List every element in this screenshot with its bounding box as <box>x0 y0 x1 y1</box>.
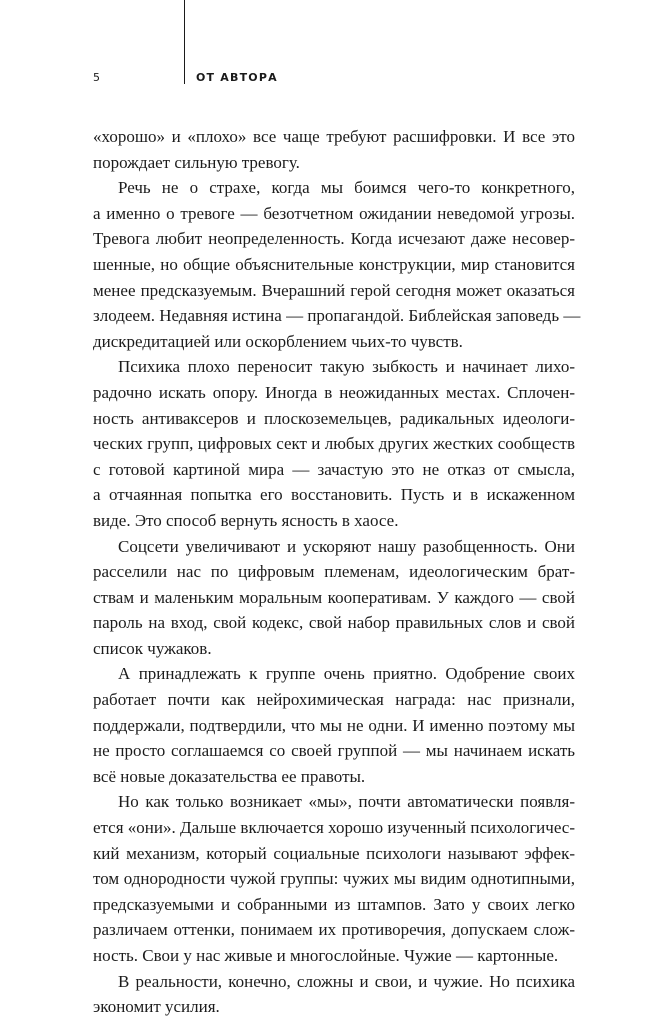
paragraph <box>93 969 575 1020</box>
paragraph <box>93 789 575 968</box>
text-line: злодеем. Недавняя истина — пропагандой. Библейская заповедь — <box>93 306 581 326</box>
text-line: список чужаков. <box>93 638 212 658</box>
text-line: поддержали, подтвердили, что мы не одни. И именно поэтому мы <box>93 715 575 735</box>
text-line: Соцсети увеличивают и ускоряют нашу разобщенность. Они <box>118 536 575 556</box>
page-number: 5 <box>93 71 101 84</box>
text-line: ствам и маленьким моральным кооперативам. У каждого — свой <box>93 587 575 607</box>
text-line: работает почти как нейрохимическая награда: нас признали, <box>93 690 575 710</box>
text-line: кий механизм, который социальные психологи называют эффек- <box>93 843 575 863</box>
text-line: различаем оттенки, понимаем их противоречия, допускаем слож- <box>93 920 575 940</box>
text-line: менее предсказуемым. Вчерашний герой сегодня может оказаться <box>93 280 575 300</box>
text-line: В реальности, конечно, сложны и свои, и чужие. Но психика <box>118 971 575 991</box>
paragraph <box>93 661 575 789</box>
text-line: ность антиваксеров и плоскоземельцев, радикальных идеологи- <box>93 408 575 428</box>
paragraph <box>93 124 575 175</box>
text-line: А принадлежать к группе очень приятно. Одобрение своих <box>118 664 575 684</box>
text-line: ность. Свои у нас живые и многослойные. Чужие — картонные. <box>93 946 559 965</box>
text-line: Тревога любит неопределенность. Когда исчезают даже несовер- <box>93 229 575 249</box>
text-line: том однородности чужой группы: чужих мы видим однотипными, <box>93 869 575 889</box>
text-line: ется «они». Дальше включается хорошо изученный психологичес- <box>93 818 575 838</box>
text-line: экономит усилия. <box>93 997 220 1017</box>
text-line: Речь не о страхе, когда мы боимся чего-то конкретного, <box>118 178 575 198</box>
text-line: предсказуемыми и собранными из штампов. Зато у своих легко <box>93 894 575 914</box>
text-line: а отчаянная попытка его восстановить. Пусть и в искаженном <box>93 485 575 505</box>
text-line: не просто соглашаемся со своей группой — мы начинаем искать <box>93 741 575 761</box>
text-line: виде. Это способ вернуть ясность в хаосе. <box>93 510 399 530</box>
text-line: всё новые доказательства ее правоты. <box>93 766 366 786</box>
text-line: порождает сильную тревогу. <box>93 152 300 172</box>
text-line: с готовой картиной мира — зачастую это не отказ от смысла, <box>93 459 575 479</box>
text-line: дискредитацией или оскорблением чьих-то чувств. <box>93 331 463 351</box>
paragraph <box>93 534 575 662</box>
text-line: «хорошо» и «плохо» все чаще требуют расшифровки. И все это <box>93 127 575 146</box>
text-line: пароль на вход, свой кодекс, свой набор правильных слов и свой <box>93 613 575 633</box>
text-line: а именно о тревоге — безотчетном ожидании неведомой угрозы. <box>93 203 575 223</box>
paragraph <box>93 175 581 354</box>
running-head: ОТ АВТОРА <box>196 71 278 84</box>
text-line: Но как только возникает «мы», почти автоматически появля- <box>118 792 575 812</box>
paragraph <box>93 354 575 533</box>
text-line: ческих групп, цифровых сект и любых других жестких сообществ <box>93 434 575 454</box>
text-line: шенные, но общие объяснительные конструкции, мир становится <box>93 254 575 274</box>
text-line: расселили нас по цифровым племенам, идеологическим брат- <box>93 562 575 582</box>
text-line: радочно искать опору. Иногда в неожиданных местах. Сплочен- <box>93 382 575 402</box>
text-line: Психика плохо переносит такую зыбкость и начинает лихо- <box>118 357 575 377</box>
body-text <box>93 124 581 1020</box>
header-vertical-rule <box>184 0 185 84</box>
